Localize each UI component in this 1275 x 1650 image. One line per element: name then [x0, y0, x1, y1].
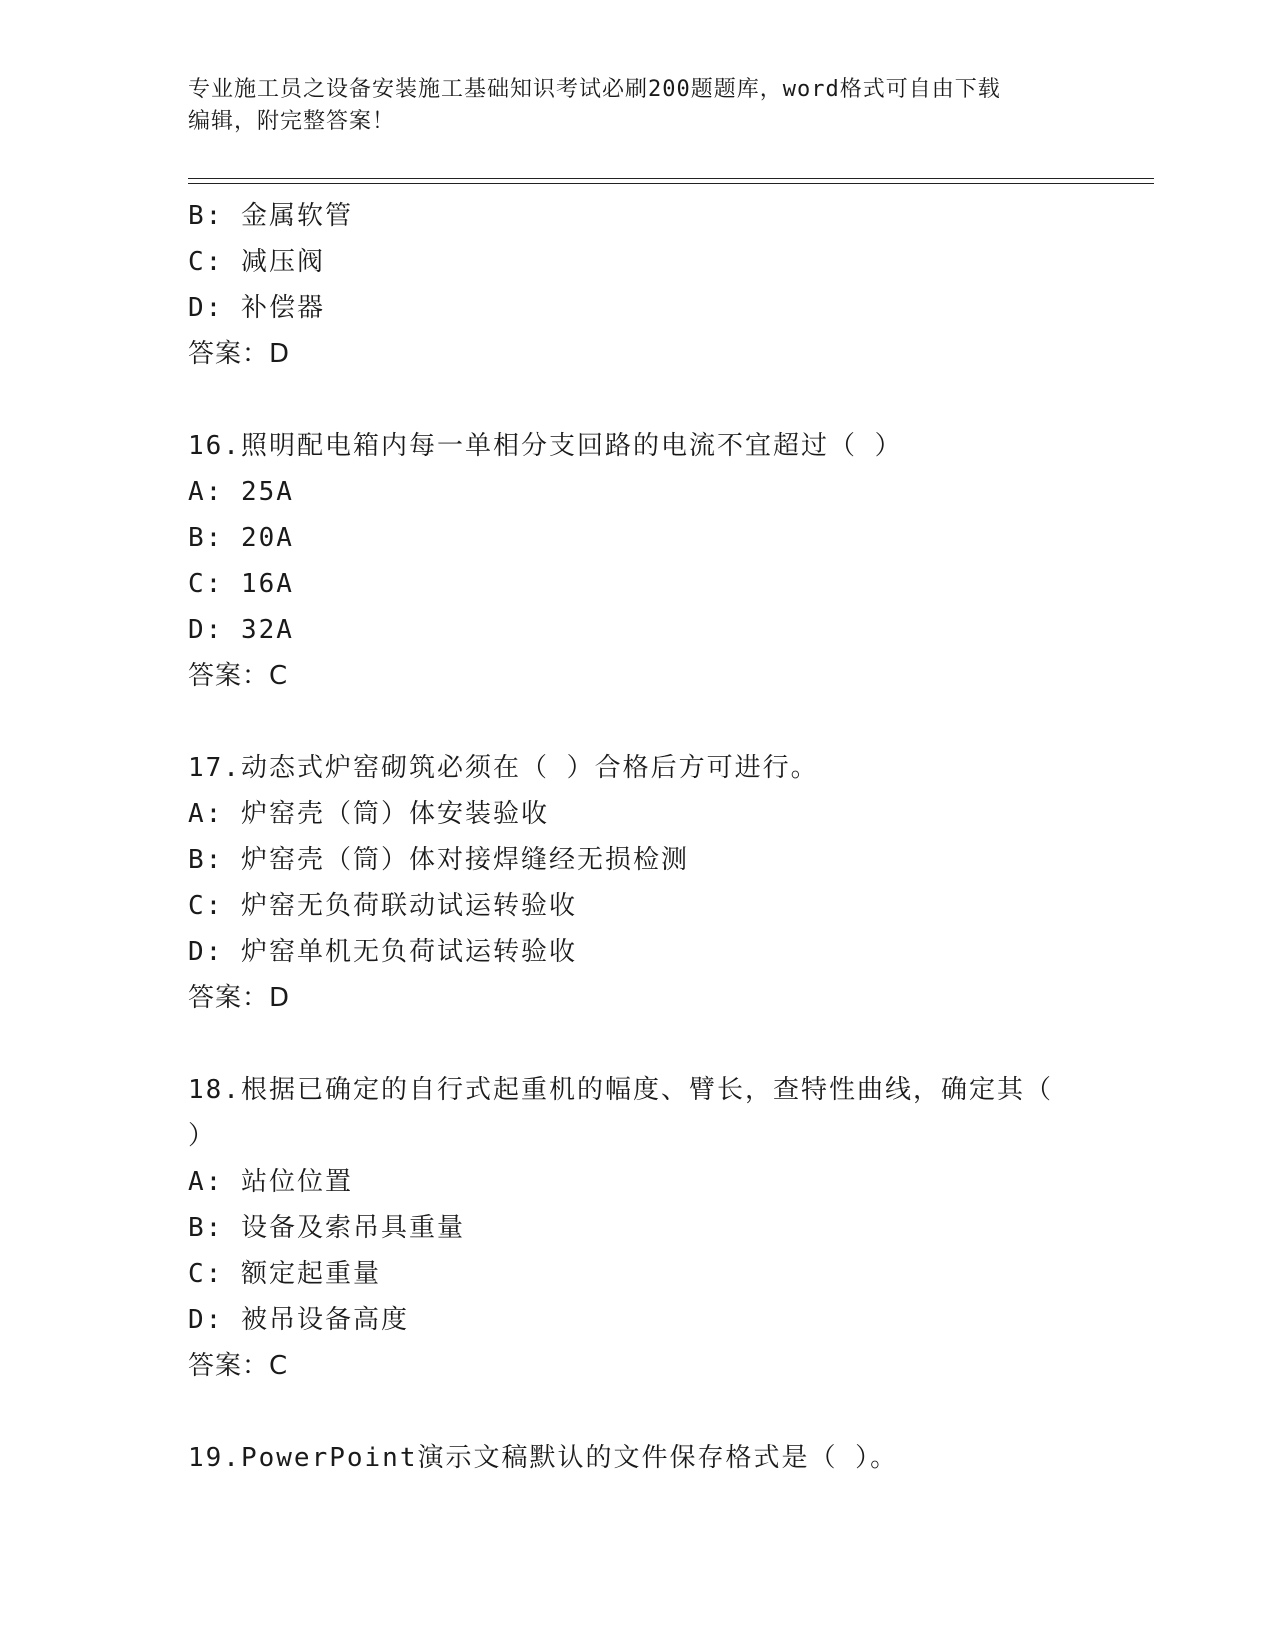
option-a: A: 站位位置 [188, 1167, 353, 1197]
question-16 [188, 423, 1128, 699]
answer: 答案：C [188, 1351, 289, 1381]
question-17 [188, 745, 1128, 1021]
option-d: D: 被吊设备高度 [188, 1305, 409, 1335]
header-divider-top [188, 178, 1154, 179]
option-c: C: 炉窑无负荷联动试运转验收 [188, 891, 577, 921]
option-a: A: 25A [188, 477, 294, 507]
question-title: 17.动态式炉窑砌筑必须在（ ）合格后方可进行。 [188, 753, 819, 783]
option-d: D: 炉窑单机无负荷试运转验收 [188, 937, 577, 967]
option-b: B: 金属软管 [188, 201, 353, 231]
header-divider-bottom [188, 183, 1154, 184]
option-b: B: 炉窑壳（筒）体对接焊缝经无损检测 [188, 845, 689, 875]
question-title-line-1: 18.根据已确定的自行式起重机的幅度、臂长，查特性曲线，确定其（ [188, 1075, 1053, 1105]
option-b: B: 设备及索吊具重量 [188, 1213, 465, 1243]
question-19 [188, 1435, 1128, 1481]
question-list [188, 193, 1128, 1481]
option-c: C: 额定起重量 [188, 1259, 381, 1289]
option-b: B: 20A [188, 523, 294, 553]
header-line-2: 编辑，附完整答案！ [188, 109, 396, 134]
question-title-line-2: ） [188, 1121, 217, 1151]
header-line-1: 专业施工员之设备安装施工基础知识考试必刷200题题库，word格式可自由下载 [188, 77, 1001, 102]
question-15-continued [188, 193, 1128, 377]
option-a: A: 炉窑壳（筒）体安装验收 [188, 799, 549, 829]
question-title: 16.照明配电箱内每一单相分支回路的电流不宜超过（ ） [188, 431, 903, 461]
option-c: C: 16A [188, 569, 294, 599]
option-d: D: 补偿器 [188, 293, 325, 323]
question-18 [188, 1067, 1128, 1389]
document-header [188, 74, 1088, 138]
answer: 答案：C [188, 661, 289, 691]
answer: 答案：D [188, 339, 291, 369]
question-title: 19.PowerPoint演示文稿默认的文件保存格式是（ ）。 [188, 1443, 899, 1473]
answer: 答案：D [188, 983, 291, 1013]
option-d: D: 32A [188, 615, 294, 645]
option-c: C: 减压阀 [188, 247, 325, 277]
